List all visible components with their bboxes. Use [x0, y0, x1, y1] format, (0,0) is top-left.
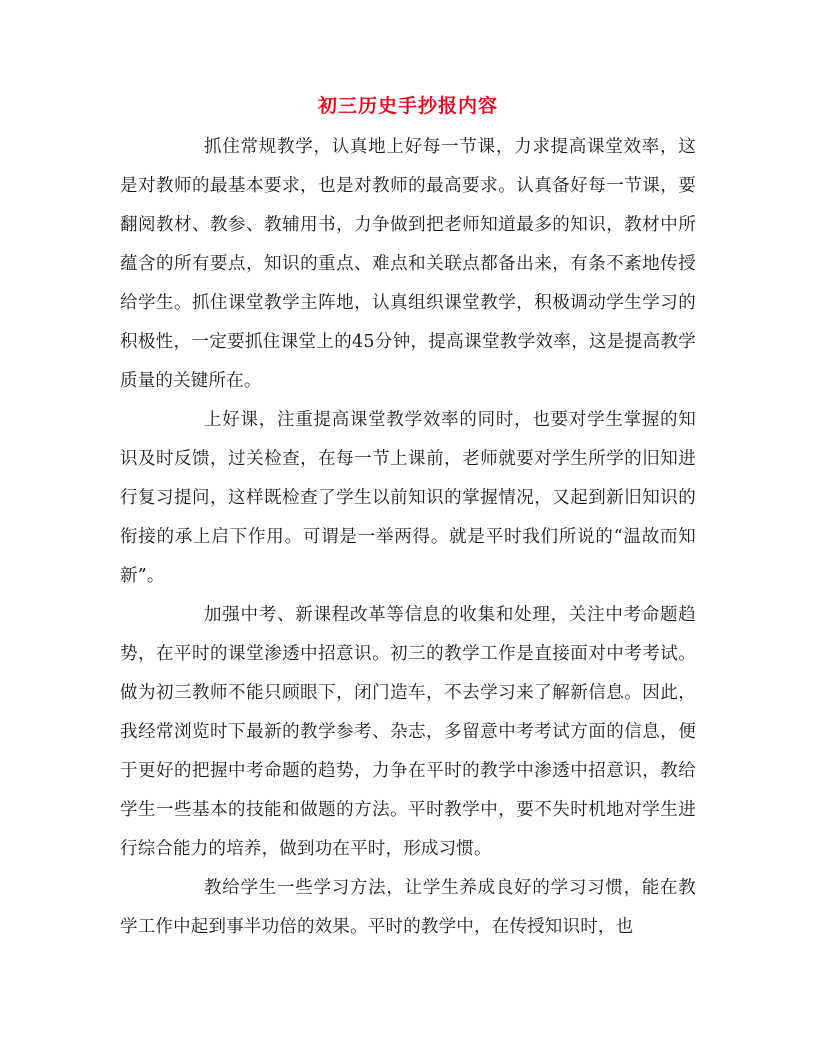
document-title: 初三历史手抄报内容	[317, 95, 498, 117]
paragraph-2: 上好课，注重提高课堂教学效率的同时，也要对学生掌握的知识及时反馈，过关检查，在每一节上课前，老师就要对学生所学的旧知进行复习提问，这样既检查了学生以前知识的掌握情况，又起到新旧知识的衔接的承上启下作用。可谓是一举两得。就是平时我们所说的“温故而知新”。	[120, 410, 696, 586]
paragraph-3: 加强中考、新课程改革等信息的收集和处理，关注中考命题趋势，在平时的课堂渗透中招意识。初三的教学工作是直接面对中考考试。做为初三教师不能只顾眼下，闭门造车，不去学习来了解新信息。因此，我经常浏览时下最新的教学参考、杂志，多留意中考考试方面的信息，便于更好的把握中考命题的趋势，力争在平时的教学中渗透中招意识，教给学生一些基本的技能和做题的方法。平时教学中，要不失时机地对学生进行综合能力的培养，做到功在平时，形成习惯。	[120, 605, 696, 859]
document-page	[120, 92, 696, 947]
paragraph-4: 教给学生一些学习方法，让学生养成良好的学习习惯，能在教学工作中起到事半功倍的效果。平时的教学中，在传授知识时，也	[120, 878, 696, 937]
paragraph-1: 抓住常规教学，认真地上好每一节课，力求提高课堂效率，这是对教师的最基本要求，也是对教师的最高要求。认真备好每一节课，要翻阅教材、教参、教辅用书，力争做到把老师知道最多的知识，教材中所蕴含的所有要点，知识的重点、难点和关联点都备出来，有条不紊地传授给学生。抓住课堂教学主阵地，认真组织课堂教学，积极调动学生学习的积极性，一定要抓住课堂上的45分钟，提高课堂教学效率，这是提高教学质量的关键所在。	[120, 137, 696, 391]
